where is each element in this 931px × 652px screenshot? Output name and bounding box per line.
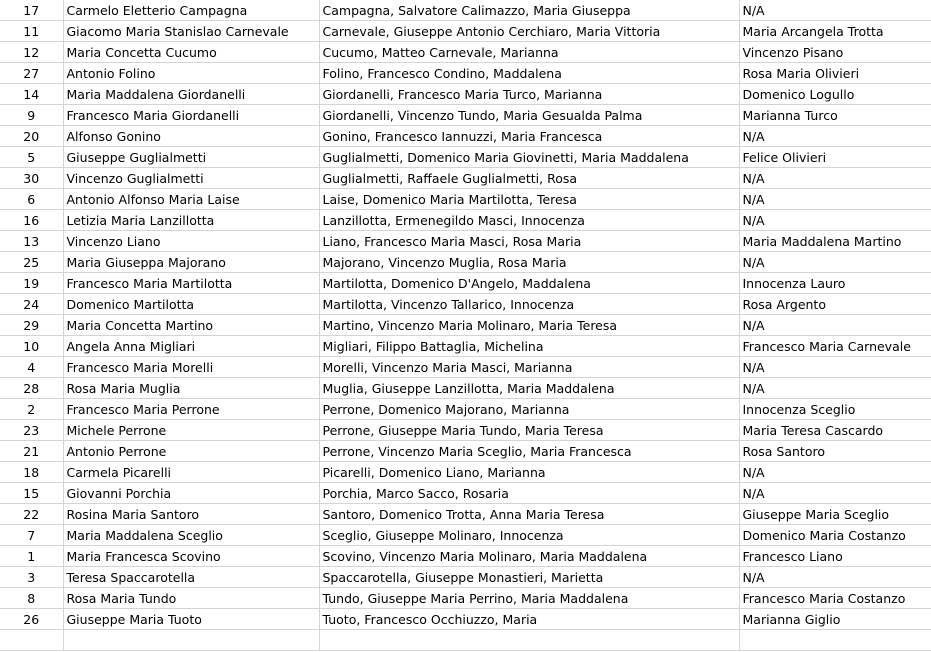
table-row — [0, 336, 931, 357]
record-number-cell[interactable]: 29 — [0, 315, 63, 336]
table-row — [0, 21, 931, 42]
child-name-cell[interactable]: Michele Perrone — [63, 420, 319, 441]
child-name-cell[interactable]: Angela Anna Migliari — [63, 336, 319, 357]
table-row — [0, 105, 931, 126]
parents-cell[interactable]: Martilotta, Vincenzo Tallarico, Innocenza — [319, 294, 739, 315]
godparent-cell[interactable]: N/A — [739, 462, 931, 483]
godparent-cell[interactable]: N/A — [739, 252, 931, 273]
table-row — [0, 588, 931, 609]
parents-cell[interactable]: Spaccarotella, Giuseppe Monastieri, Marietta — [319, 567, 739, 588]
table-row — [0, 252, 931, 273]
record-number-cell[interactable]: 16 — [0, 210, 63, 231]
table-row — [0, 84, 931, 105]
child-name-cell[interactable]: Vincenzo Liano — [63, 231, 319, 252]
table-row — [0, 462, 931, 483]
child-name-cell[interactable]: Rosa Maria Muglia — [63, 378, 319, 399]
child-name-cell[interactable]: Giuseppe Guglialmetti — [63, 147, 319, 168]
table-row — [0, 273, 931, 294]
table-row — [0, 42, 931, 63]
godparent-cell[interactable]: Francesco Maria Carnevale — [739, 336, 931, 357]
godparent-cell[interactable]: Innocenza Sceglio — [739, 399, 931, 420]
child-name-cell[interactable]: Maria Maddalena Sceglio — [63, 525, 319, 546]
parents-cell[interactable]: Perrone, Giuseppe Maria Tundo, Maria Teresa — [319, 420, 739, 441]
record-number-cell[interactable]: 28 — [0, 378, 63, 399]
child-name-cell[interactable]: Francesco Maria Martilotta — [63, 273, 319, 294]
godparent-cell[interactable]: Felice Olivieri — [739, 147, 931, 168]
record-number-cell[interactable]: 13 — [0, 231, 63, 252]
table-row — [0, 420, 931, 441]
parents-cell[interactable] — [319, 630, 739, 651]
table-row — [0, 231, 931, 252]
child-name-cell[interactable]: Maria Maddalena Giordanelli — [63, 84, 319, 105]
record-number-cell[interactable]: 27 — [0, 63, 63, 84]
table-row — [0, 609, 931, 630]
table-row — [0, 630, 931, 651]
child-name-cell[interactable]: Antonio Alfonso Maria Laise — [63, 189, 319, 210]
parents-cell[interactable]: Tundo, Giuseppe Maria Perrino, Maria Maddalena — [319, 588, 739, 609]
record-number-cell[interactable]: 18 — [0, 462, 63, 483]
table-row — [0, 357, 931, 378]
parents-cell[interactable]: Perrone, Domenico Majorano, Marianna — [319, 399, 739, 420]
child-name-cell[interactable]: Giuseppe Maria Tuoto — [63, 609, 319, 630]
table-row — [0, 210, 931, 231]
table-row — [0, 441, 931, 462]
parents-cell[interactable]: Gonino, Francesco Iannuzzi, Maria Francesca — [319, 126, 739, 147]
parents-cell[interactable]: Cucumo, Matteo Carnevale, Marianna — [319, 42, 739, 63]
table-row — [0, 483, 931, 504]
godparent-cell[interactable]: Maria Maddalena Martino — [739, 231, 931, 252]
godparent-cell[interactable]: N/A — [739, 126, 931, 147]
parents-cell[interactable]: Campagna, Salvatore Calimazzo, Maria Giuseppa — [319, 0, 739, 21]
record-number-cell[interactable]: 1 — [0, 546, 63, 567]
godparent-cell[interactable]: N/A — [739, 168, 931, 189]
child-name-cell[interactable]: Maria Giuseppa Majorano — [63, 252, 319, 273]
child-name-cell[interactable]: Vincenzo Guglialmetti — [63, 168, 319, 189]
godparent-cell[interactable]: Giuseppe Maria Sceglio — [739, 504, 931, 525]
godparent-cell[interactable] — [739, 630, 931, 651]
child-name-cell[interactable]: Carmelo Eletterio Campagna — [63, 0, 319, 21]
godparent-cell[interactable]: Francesco Liano — [739, 546, 931, 567]
godparent-cell[interactable]: Domenico Maria Costanzo — [739, 525, 931, 546]
godparent-cell[interactable]: Maria Arcangela Trotta — [739, 21, 931, 42]
record-number-cell[interactable]: 20 — [0, 126, 63, 147]
godparent-cell[interactable]: N/A — [739, 378, 931, 399]
record-number-cell[interactable]: 19 — [0, 273, 63, 294]
child-name-cell[interactable]: Rosa Maria Tundo — [63, 588, 319, 609]
godparent-cell[interactable]: N/A — [739, 210, 931, 231]
record-number-cell[interactable]: 11 — [0, 21, 63, 42]
record-number-cell[interactable]: 26 — [0, 609, 63, 630]
record-number-cell[interactable]: 3 — [0, 567, 63, 588]
parents-cell[interactable]: Perrone, Vincenzo Maria Sceglio, Maria Francesca — [319, 441, 739, 462]
godparent-cell[interactable]: Maria Teresa Cascardo — [739, 420, 931, 441]
table-row — [0, 0, 931, 21]
table-row — [0, 378, 931, 399]
child-name-cell[interactable] — [63, 630, 319, 651]
parents-cell[interactable]: Martino, Vincenzo Maria Molinaro, Maria Teresa — [319, 315, 739, 336]
table-row — [0, 504, 931, 525]
godparent-cell[interactable]: Marianna Giglio — [739, 609, 931, 630]
parents-cell[interactable]: Carnevale, Giuseppe Antonio Cerchiaro, Maria Vittoria — [319, 21, 739, 42]
child-name-cell[interactable]: Letizia Maria Lanzillotta — [63, 210, 319, 231]
godparent-cell[interactable]: Innocenza Lauro — [739, 273, 931, 294]
record-number-cell[interactable]: 23 — [0, 420, 63, 441]
parents-cell[interactable]: Guglialmetti, Domenico Maria Giovinetti, Maria Maddalena — [319, 147, 739, 168]
record-number-cell[interactable]: 10 — [0, 336, 63, 357]
parents-cell[interactable]: Laise, Domenico Maria Martilotta, Teresa — [319, 189, 739, 210]
record-number-cell[interactable]: 8 — [0, 588, 63, 609]
godparent-cell[interactable]: N/A — [739, 189, 931, 210]
parents-cell[interactable]: Picarelli, Domenico Liano, Marianna — [319, 462, 739, 483]
child-name-cell[interactable]: Alfonso Gonino — [63, 126, 319, 147]
godparent-cell[interactable]: N/A — [739, 567, 931, 588]
record-number-cell[interactable]: 12 — [0, 42, 63, 63]
godparent-cell[interactable]: Rosa Santoro — [739, 441, 931, 462]
table-row — [0, 63, 931, 84]
godparent-cell[interactable]: N/A — [739, 0, 931, 21]
child-name-cell[interactable]: Giacomo Maria Stanislao Carnevale — [63, 21, 319, 42]
record-number-cell[interactable]: 6 — [0, 189, 63, 210]
child-name-cell[interactable]: Francesco Maria Morelli — [63, 357, 319, 378]
child-name-cell[interactable]: Maria Concetta Cucumo — [63, 42, 319, 63]
table-row — [0, 567, 931, 588]
record-number-cell[interactable]: 14 — [0, 84, 63, 105]
record-number-cell[interactable]: 24 — [0, 294, 63, 315]
table-row — [0, 546, 931, 567]
parents-cell[interactable]: Muglia, Giuseppe Lanzillotta, Maria Maddalena — [319, 378, 739, 399]
record-number-cell[interactable]: 5 — [0, 147, 63, 168]
record-number-cell[interactable]: 9 — [0, 105, 63, 126]
child-name-cell[interactable]: Francesco Maria Giordanelli — [63, 105, 319, 126]
record-number-cell[interactable]: 21 — [0, 441, 63, 462]
parents-cell[interactable]: Giordanelli, Francesco Maria Turco, Marianna — [319, 84, 739, 105]
parents-cell[interactable]: Liano, Francesco Maria Masci, Rosa Maria — [319, 231, 739, 252]
table-row — [0, 315, 931, 336]
parents-cell[interactable]: Morelli, Vincenzo Maria Masci, Marianna — [319, 357, 739, 378]
parents-cell[interactable]: Santoro, Domenico Trotta, Anna Maria Teresa — [319, 504, 739, 525]
table-row — [0, 525, 931, 546]
table-row — [0, 399, 931, 420]
godparent-cell[interactable]: N/A — [739, 315, 931, 336]
child-name-cell[interactable]: Giovanni Porchia — [63, 483, 319, 504]
record-number-cell[interactable]: 15 — [0, 483, 63, 504]
record-number-cell[interactable]: 17 — [0, 0, 63, 21]
record-number-cell[interactable]: 30 — [0, 168, 63, 189]
parents-cell[interactable]: Scovino, Vincenzo Maria Molinaro, Maria Maddalena — [319, 546, 739, 567]
godparent-cell[interactable]: Vincenzo Pisano — [739, 42, 931, 63]
table-row — [0, 126, 931, 147]
parents-cell[interactable]: Lanzillotta, Ermenegildo Masci, Innocenza — [319, 210, 739, 231]
godparent-cell[interactable]: Marianna Turco — [739, 105, 931, 126]
parents-cell[interactable]: Martilotta, Domenico D'Angelo, Maddalena — [319, 273, 739, 294]
parents-cell[interactable]: Migliari, Filippo Battaglia, Michelina — [319, 336, 739, 357]
child-name-cell[interactable]: Teresa Spaccarotella — [63, 567, 319, 588]
table-row — [0, 294, 931, 315]
parents-cell[interactable]: Porchia, Marco Sacco, Rosaria — [319, 483, 739, 504]
godparent-cell[interactable]: Rosa Maria Olivieri — [739, 63, 931, 84]
record-number-cell[interactable]: 22 — [0, 504, 63, 525]
table-row — [0, 189, 931, 210]
record-number-cell[interactable] — [0, 630, 63, 651]
child-name-cell[interactable]: Antonio Folino — [63, 63, 319, 84]
parents-cell[interactable]: Majorano, Vincenzo Muglia, Rosa Maria — [319, 252, 739, 273]
godparent-cell[interactable]: Francesco Maria Costanzo — [739, 588, 931, 609]
godparent-cell[interactable]: Domenico Logullo — [739, 84, 931, 105]
parents-cell[interactable]: Guglialmetti, Raffaele Guglialmetti, Rosa — [319, 168, 739, 189]
parents-cell[interactable]: Folino, Francesco Condino, Maddalena — [319, 63, 739, 84]
child-name-cell[interactable]: Maria Concetta Martino — [63, 315, 319, 336]
parents-cell[interactable]: Sceglio, Giuseppe Molinaro, Innocenza — [319, 525, 739, 546]
record-number-cell[interactable]: 4 — [0, 357, 63, 378]
child-name-cell[interactable]: Domenico Martilotta — [63, 294, 319, 315]
godparent-cell[interactable]: Rosa Argento — [739, 294, 931, 315]
record-number-cell[interactable]: 7 — [0, 525, 63, 546]
parents-cell[interactable]: Giordanelli, Vincenzo Tundo, Maria Gesualda Palma — [319, 105, 739, 126]
child-name-cell[interactable]: Rosina Maria Santoro — [63, 504, 319, 525]
record-number-cell[interactable]: 2 — [0, 399, 63, 420]
child-name-cell[interactable]: Antonio Perrone — [63, 441, 319, 462]
child-name-cell[interactable]: Carmela Picarelli — [63, 462, 319, 483]
child-name-cell[interactable]: Francesco Maria Perrone — [63, 399, 319, 420]
godparent-cell[interactable]: N/A — [739, 357, 931, 378]
table-row — [0, 168, 931, 189]
parents-cell[interactable]: Tuoto, Francesco Occhiuzzo, Maria — [319, 609, 739, 630]
table-row — [0, 147, 931, 168]
godparent-cell[interactable]: N/A — [739, 483, 931, 504]
child-name-cell[interactable]: Maria Francesca Scovino — [63, 546, 319, 567]
record-number-cell[interactable]: 25 — [0, 252, 63, 273]
